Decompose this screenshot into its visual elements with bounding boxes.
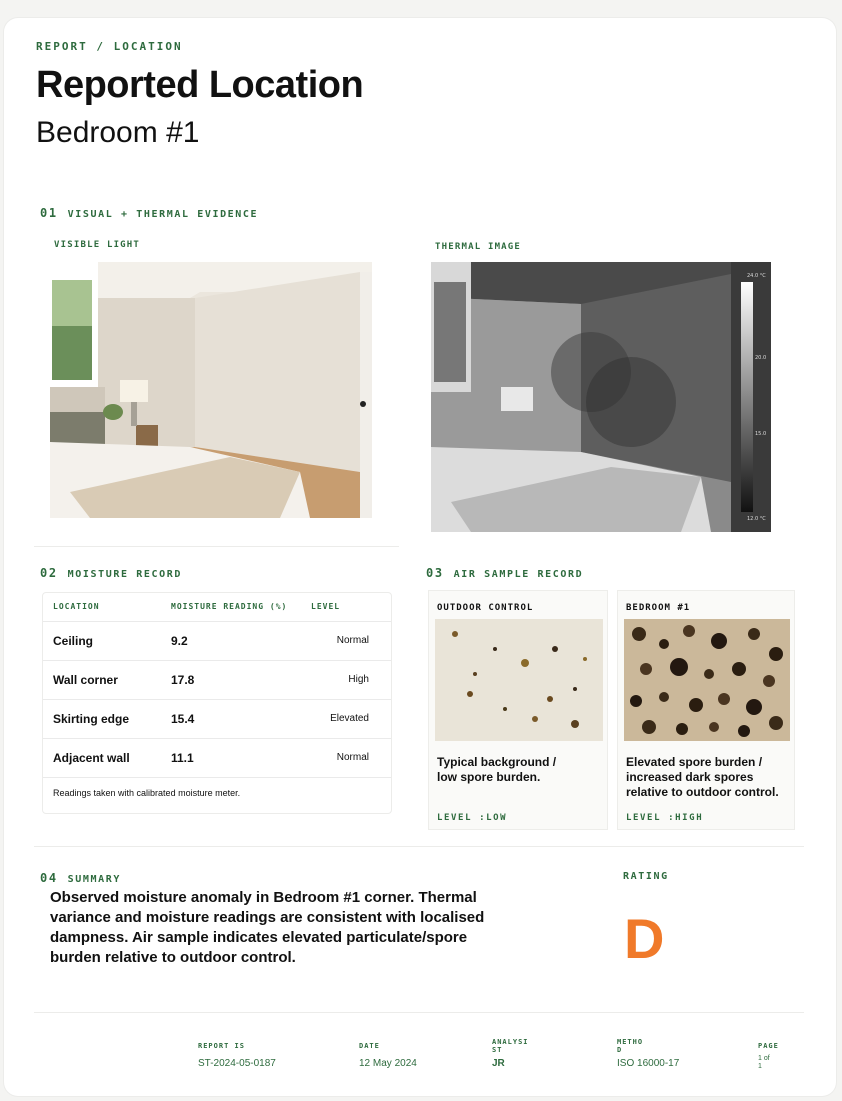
report-id-value: ST-2024-05-0187 <box>198 1058 276 1069</box>
location-cell: Adjacent wall <box>43 738 161 777</box>
column-header-level: LEVEL <box>301 593 391 621</box>
air-sample-outdoor-card <box>428 590 608 830</box>
section-number: 02 <box>40 566 58 580</box>
visible-light-label: VISIBLE LIGHT <box>54 240 141 250</box>
thermal-scale-min: 12.0 °C <box>747 516 766 522</box>
method-value: ISO 16000-17 <box>617 1058 680 1069</box>
table-row <box>43 738 391 777</box>
column-header-reading: MOISTURE READING (%) <box>161 593 301 621</box>
level-cell: Elevated <box>301 699 391 738</box>
page-title: Reported Location <box>36 64 364 106</box>
date-label: DATE <box>359 1042 380 1050</box>
column-header-location: LOCATION <box>43 593 161 621</box>
divider <box>34 546 399 547</box>
air-sample-level <box>437 813 507 823</box>
thermal-scale-max: 24.0 °C <box>747 273 766 279</box>
section-number: 04 <box>40 871 58 885</box>
level-label: LEVEL : <box>626 813 676 823</box>
level-label: LEVEL : <box>437 813 487 823</box>
thermal-scale-low: 15.0 <box>755 431 767 437</box>
level-cell: High <box>301 660 391 699</box>
visible-light-photo <box>50 262 372 518</box>
date-value: 12 May 2024 <box>359 1058 417 1069</box>
page-subtitle: Bedroom #1 <box>36 116 200 149</box>
rating-heading: RATING <box>623 871 669 882</box>
analyst-label: ANALYSI ST <box>492 1038 529 1054</box>
location-cell: Skirting edge <box>43 699 161 738</box>
summary-text: Observed moisture anomaly in Bedroom #1 corner. Thermal variance and moisture readings are consistent with localised dampness. Air sample indicates elevated particulate/spore burden relative to outdoor control. <box>50 889 485 966</box>
outdoor-spore-sample-image <box>435 619 603 741</box>
moisture-note: Readings taken with calibrated moisture meter. <box>53 787 241 798</box>
analyst-value: JR <box>492 1058 505 1069</box>
moisture-table-card <box>42 592 392 814</box>
section-moisture-heading <box>40 566 182 580</box>
reading-cell: 9.2 <box>161 621 301 660</box>
section-number: 03 <box>426 566 444 580</box>
level-value: HIGH <box>675 813 704 823</box>
page-number: 1 of 1 <box>758 1055 770 1070</box>
reading-cell: 15.4 <box>161 699 301 738</box>
section-title: MOISTURE RECORD <box>67 569 182 580</box>
section-number: 01 <box>40 206 58 220</box>
air-sample-description: Elevated spore burden / increased dark spores relative to outdoor control. <box>626 755 779 799</box>
reading-cell: 17.8 <box>161 660 301 699</box>
table-row <box>43 660 391 699</box>
air-sample-title: OUTDOOR CONTROL <box>437 603 534 613</box>
breadcrumb: REPORT / LOCATION <box>36 40 183 53</box>
page-label: PAGE <box>758 1042 779 1050</box>
divider <box>34 1012 804 1013</box>
thermal-scale-mid: 20.0 <box>755 355 767 361</box>
section-visual-thermal-heading <box>40 206 258 220</box>
bedroom-spore-sample-image <box>624 619 790 741</box>
section-summary-heading <box>40 871 121 885</box>
level-value: LOW <box>486 813 508 823</box>
air-sample-bedroom-card <box>617 590 795 830</box>
section-air-sample-heading <box>426 566 583 580</box>
report-id-label: REPORT IS <box>198 1042 245 1050</box>
rating-grade: D <box>624 907 665 970</box>
section-title: AIR SAMPLE RECORD <box>453 569 584 580</box>
thermal-image <box>431 262 771 532</box>
table-row <box>43 621 391 660</box>
table-header-row <box>43 593 391 621</box>
moisture-table <box>43 593 391 778</box>
thermal-image-label: THERMAL IMAGE <box>435 242 522 252</box>
level-cell: Normal <box>301 621 391 660</box>
reading-cell: 11.1 <box>161 738 301 777</box>
section-title: VISUAL + THERMAL EVIDENCE <box>67 209 259 220</box>
divider <box>34 846 804 847</box>
air-sample-description: Typical background / low spore burden. <box>437 755 557 784</box>
method-label: METHO D <box>617 1038 644 1054</box>
section-title: SUMMARY <box>67 874 121 885</box>
air-sample-level <box>626 813 703 823</box>
location-cell: Wall corner <box>43 660 161 699</box>
level-cell: Normal <box>301 738 391 777</box>
table-row <box>43 699 391 738</box>
location-cell: Ceiling <box>43 621 161 660</box>
air-sample-title: BEDROOM #1 <box>626 603 691 613</box>
